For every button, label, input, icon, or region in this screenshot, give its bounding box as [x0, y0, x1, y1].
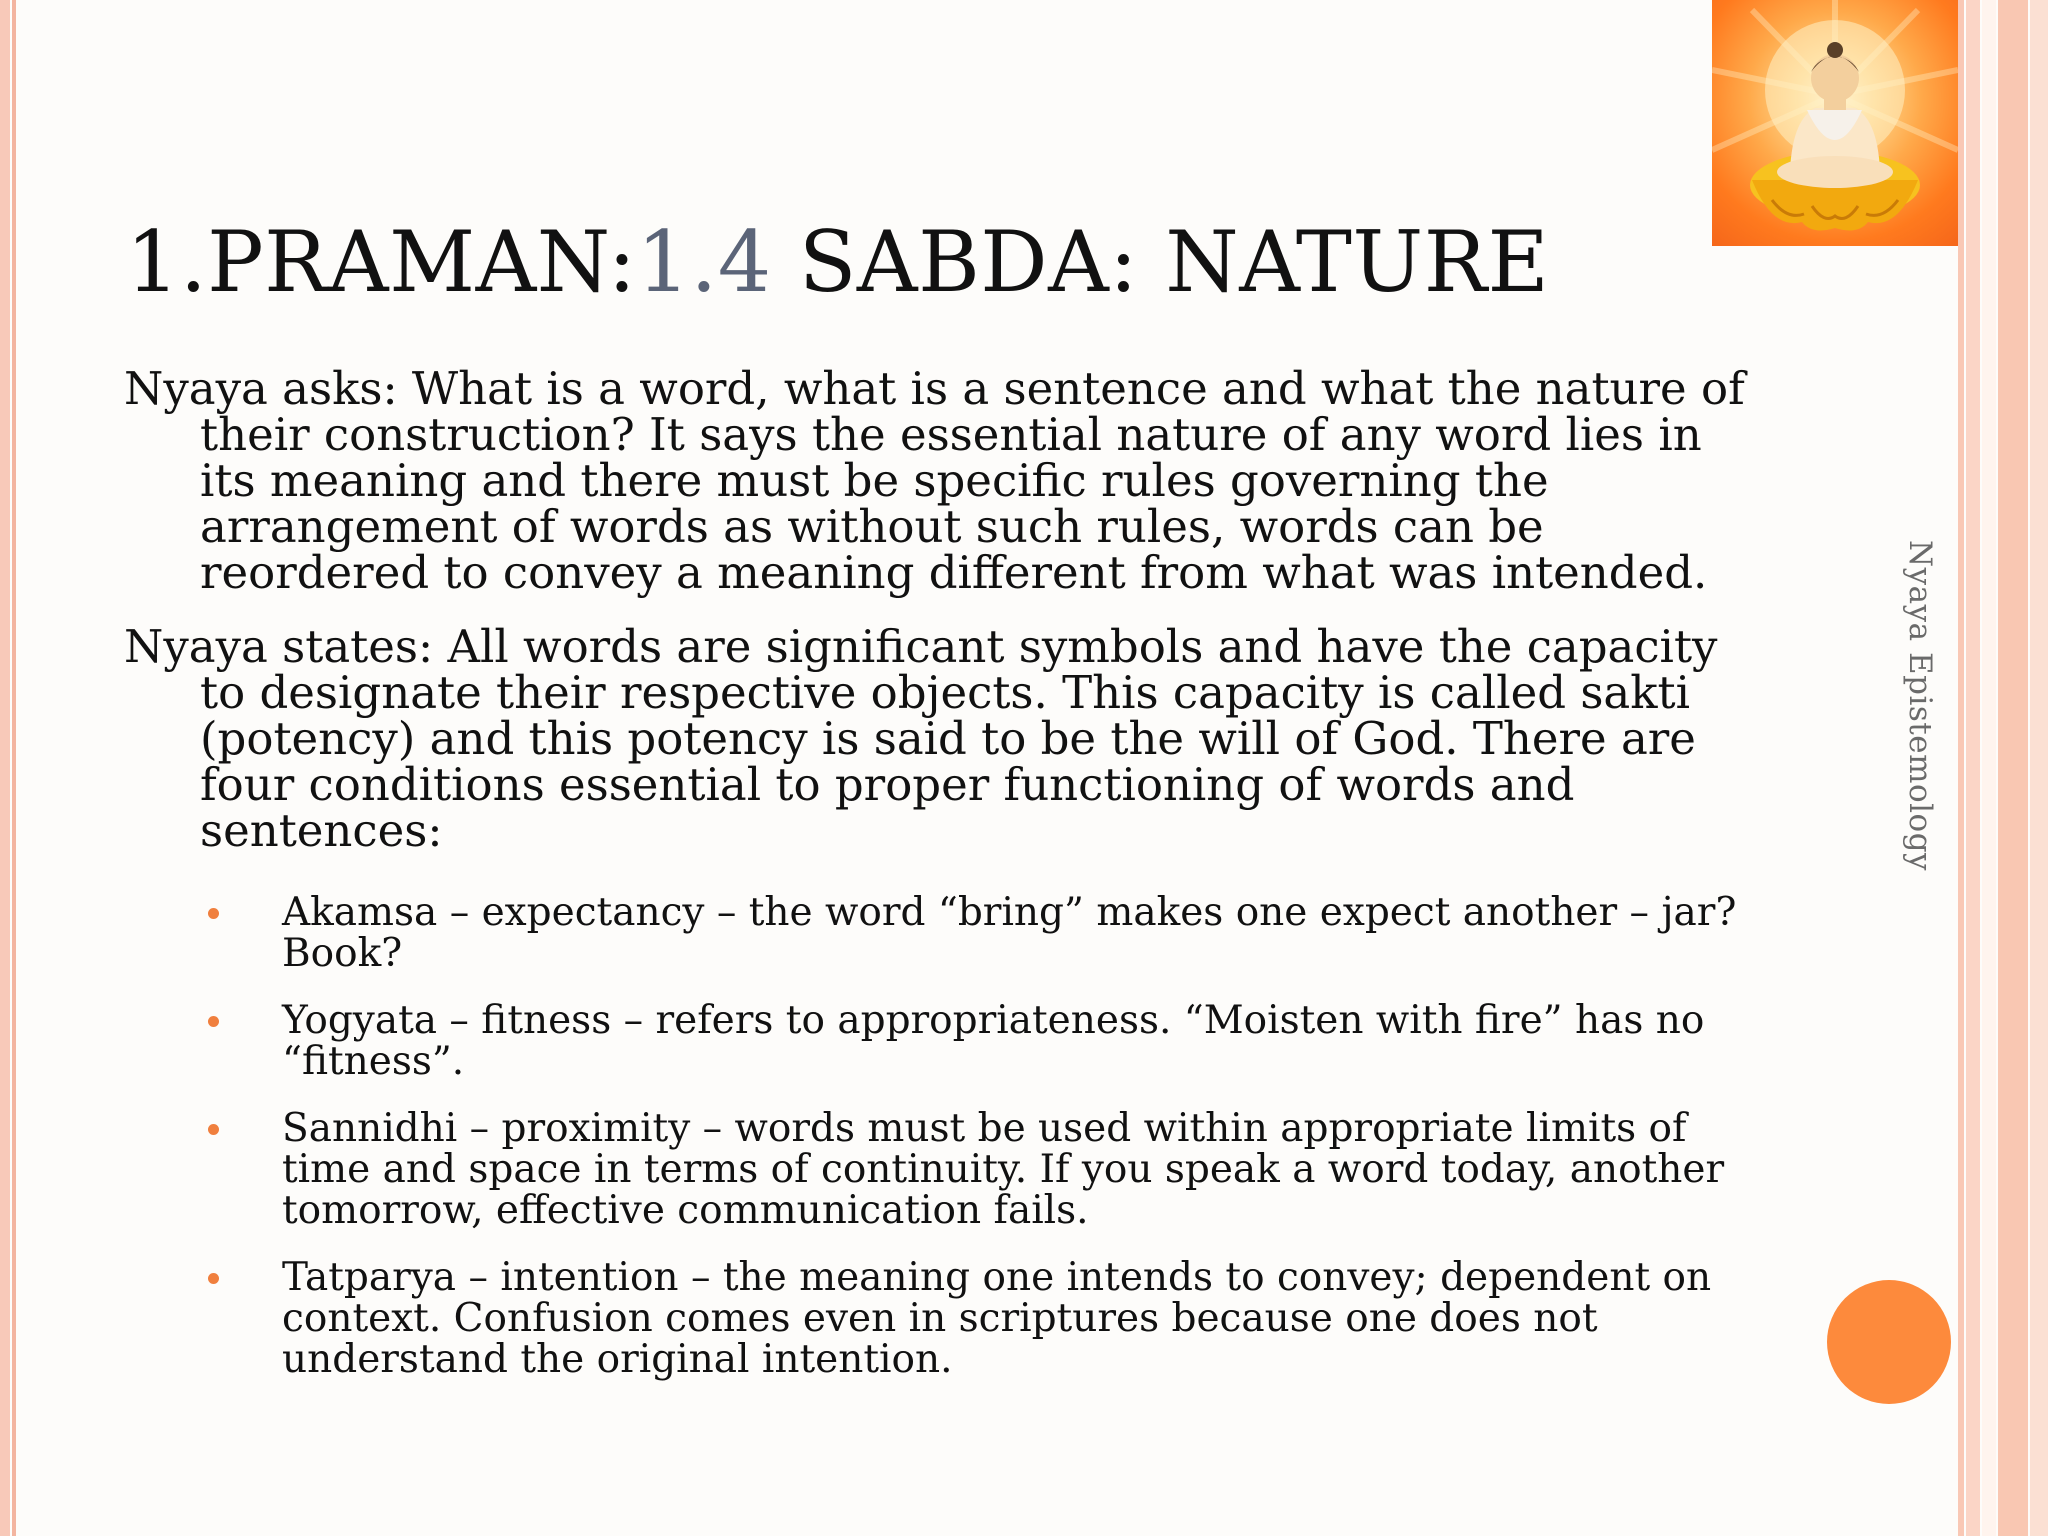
paragraph-nyaya-asks: Nyaya asks: What is a word, what is a sentence and what the nature of their construction? It says the essential nature of any word lies in its meaning and there must be specific rules governing the arrangement of words as without such rules, words can be reordered to convey a meaning different from what was intended.: [124, 362, 1745, 599]
right-border-stripe: [1966, 0, 1980, 1536]
right-border-stripe: [2030, 0, 2048, 1536]
right-border-stripe: [1998, 0, 2028, 1536]
bullet-dot-icon: [208, 908, 219, 919]
title-prefix: 1.PRAMAN:: [126, 213, 637, 311]
paragraph-nyaya-states: Nyaya states: All words are significant symbols and have the capacity to designate their respective objects. This capacity is called sakti (potency) and this potency is said to be the will of God. There are four conditions essential to proper functioning of words and sentences:: [124, 620, 1718, 857]
bullet-dot-icon: [208, 1124, 219, 1135]
list-item-text: Sannidhi – proximity – words must be used within appropriate limits of time and space in terms of continuity. If you speak a word today, another tomorrow, effective communication fails.: [282, 1106, 1725, 1233]
right-border-stripe: [1958, 0, 1964, 1536]
list-item: [124, 1108, 1764, 1231]
left-border-stripe: [0, 0, 10, 1536]
right-decorative-border: [1958, 0, 2048, 1536]
meditating-buddha-icon: [1712, 0, 1958, 246]
side-footer-label: Nyaya Epistemology: [1902, 540, 1938, 872]
orange-circle-decoration: [1827, 1280, 1951, 1404]
slide-title: [126, 212, 1549, 312]
list-item: [124, 1257, 1764, 1380]
list-item-text: Yogyata – fitness – refers to appropriateness. “Moisten with fire” has no “fitness”.: [282, 998, 1705, 1084]
right-border-stripe: [1982, 0, 1996, 1536]
conditions-list: [124, 892, 1764, 1380]
slide-body: [124, 362, 1764, 1406]
list-item: [124, 892, 1764, 974]
list-item: [124, 1000, 1764, 1082]
list-item-text: Tatparya – intention – the meaning one intends to convey; dependent on context. Confusion comes even in scriptures because one does not understand the original intention.: [282, 1255, 1712, 1382]
title-section-number: 1.4: [636, 213, 772, 311]
buddha-illustration: [1712, 0, 1958, 246]
left-decorative-border: [0, 0, 22, 1536]
bullet-dot-icon: [208, 1273, 219, 1284]
list-item-text: Akamsa – expectancy – the word “bring” makes one expect another – jar? Book?: [282, 890, 1737, 976]
title-suffix: SABDA: NATURE: [771, 213, 1550, 311]
left-border-stripe: [12, 0, 16, 1536]
bullet-dot-icon: [208, 1016, 219, 1027]
